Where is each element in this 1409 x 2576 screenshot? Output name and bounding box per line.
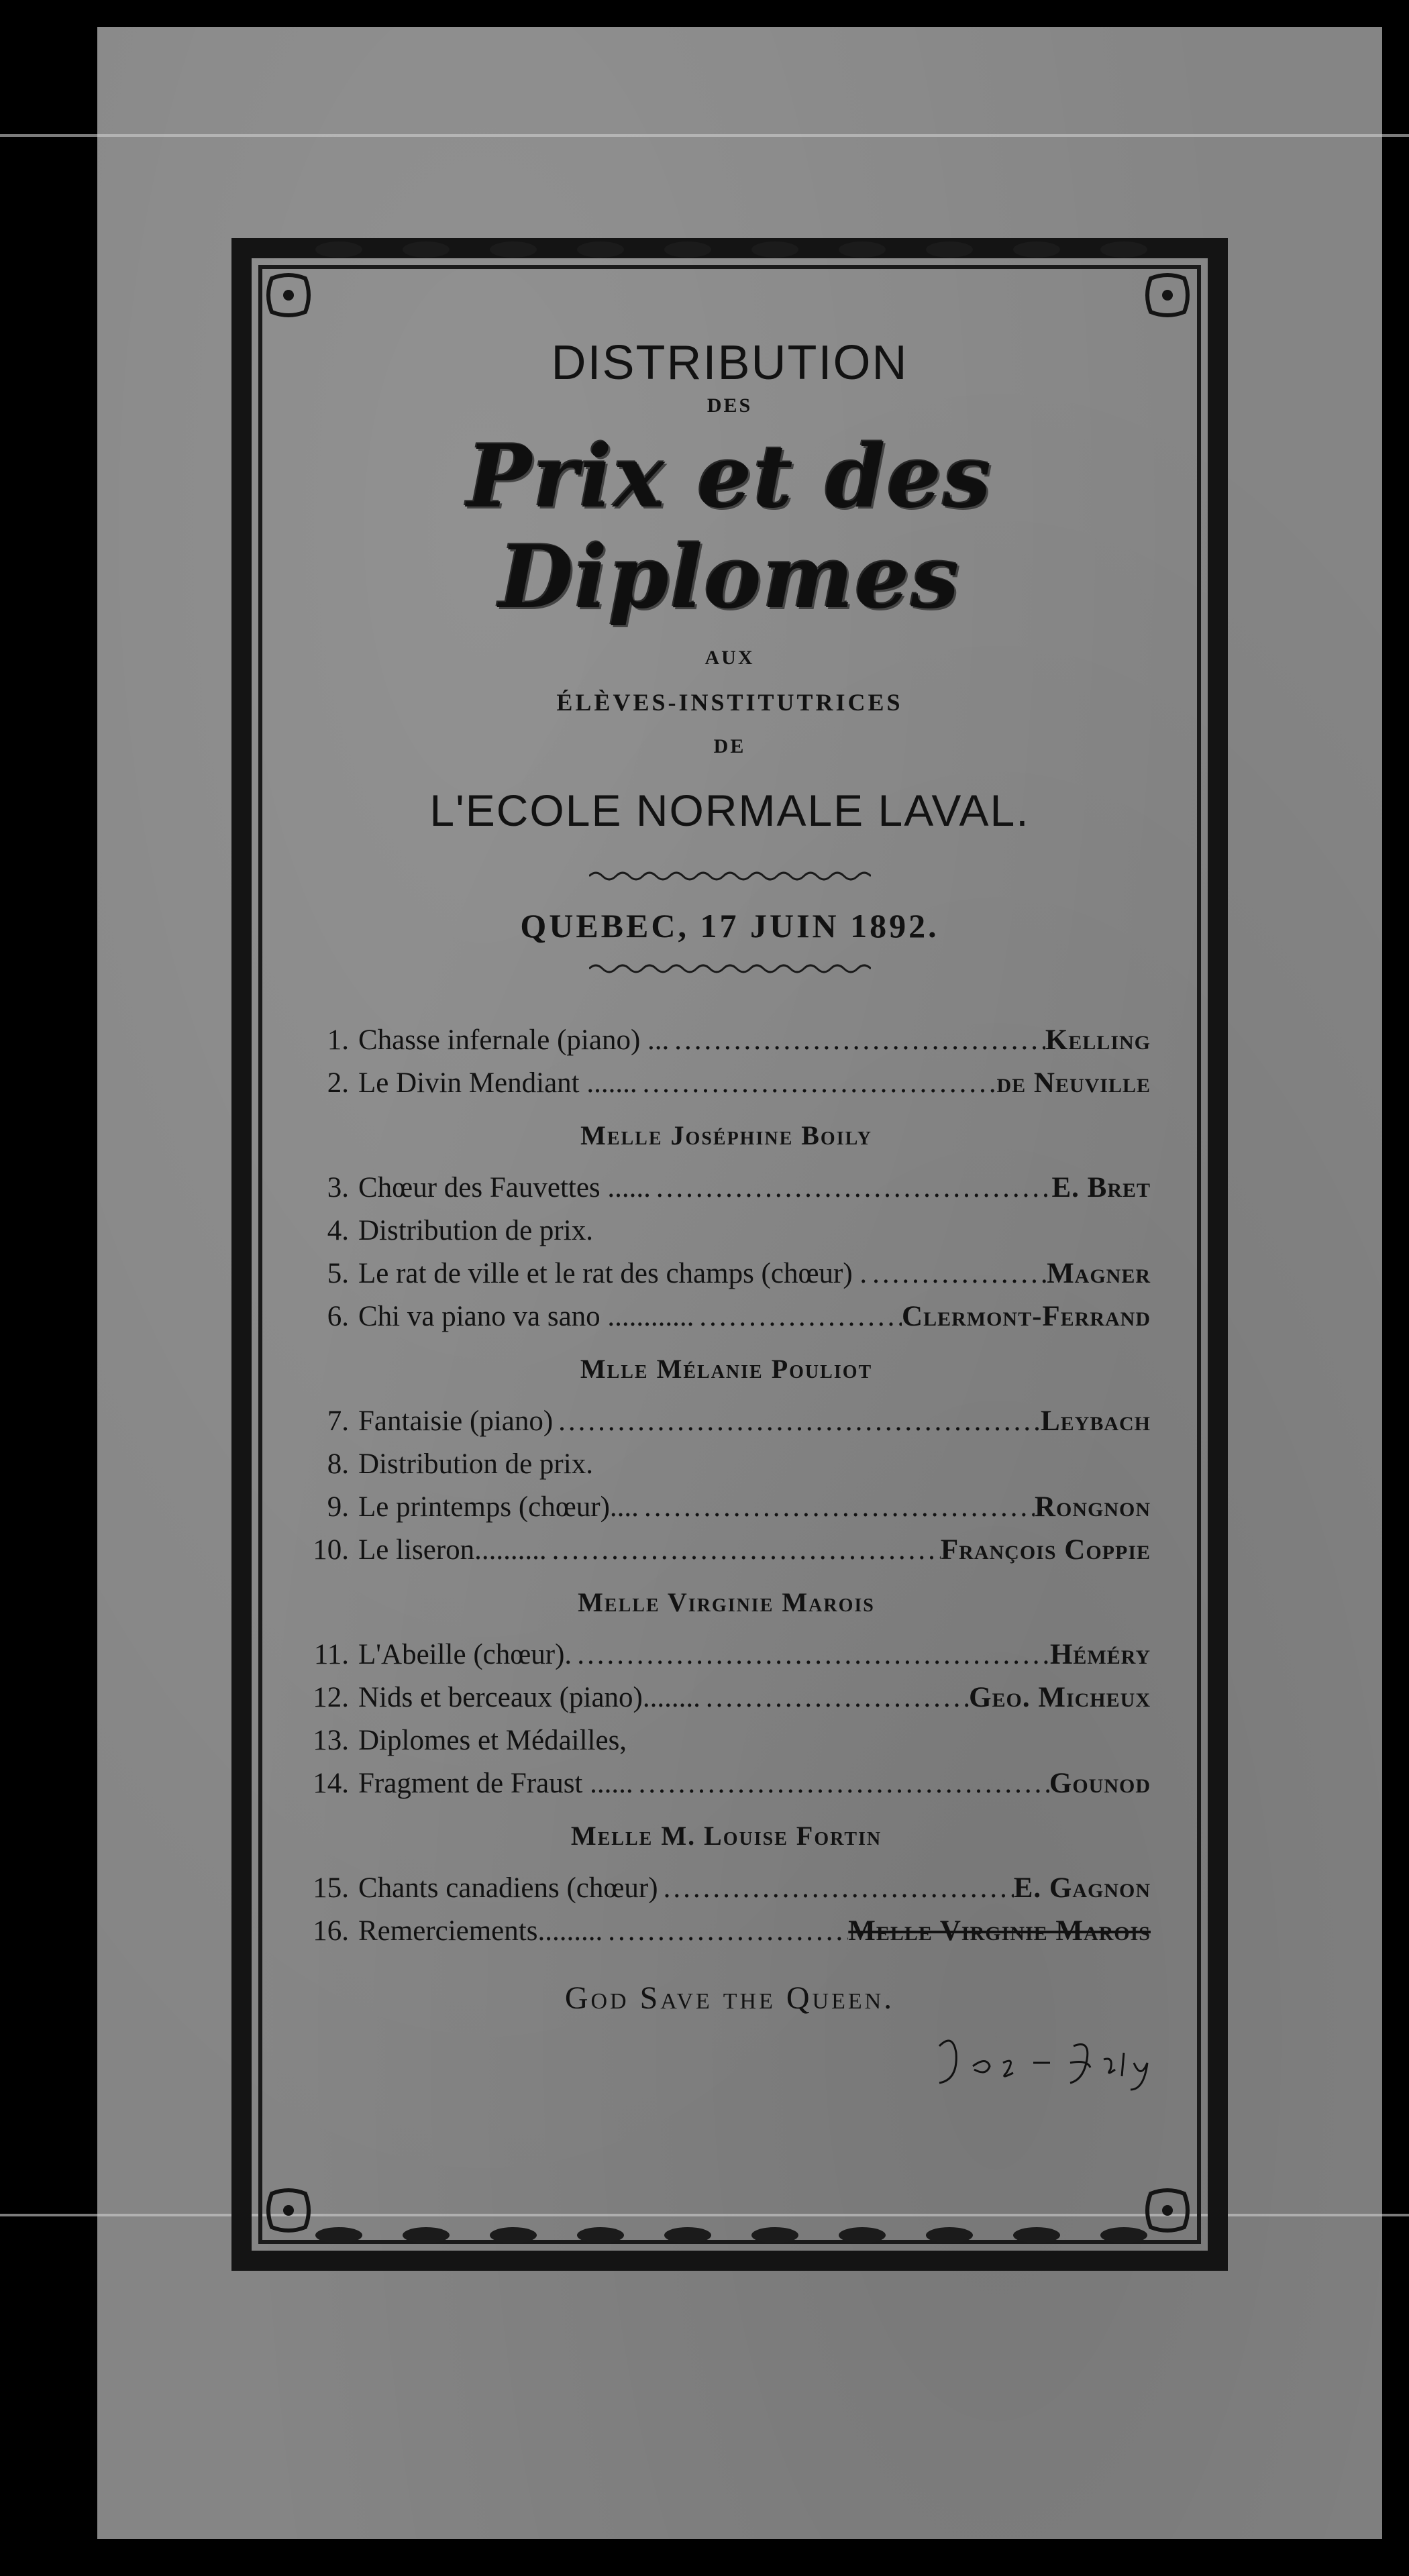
program-item-title: Distribution de prix. — [358, 1215, 593, 1246]
dot-leader — [553, 1400, 1041, 1443]
program-item-composer: Leybach — [1040, 1405, 1151, 1437]
program-item-number: 9. — [327, 1491, 349, 1523]
title-eleves-institutrices: ÉLÈVES-INSTITUTRICES — [556, 689, 903, 716]
program-item-title: Le rat de ville et le rat des champs (chœur) . — [358, 1258, 868, 1289]
program-item-composer: Héméry — [1049, 1639, 1151, 1670]
program-content — [282, 315, 1178, 2017]
program-list — [282, 1019, 1178, 1953]
program-item — [302, 1633, 1151, 1676]
dot-leader — [700, 1676, 969, 1719]
dot-leader — [572, 1633, 1050, 1676]
program-item-composer: François Coppie — [940, 1534, 1151, 1566]
program-item — [302, 1719, 1151, 1762]
title-de: DE — [713, 735, 746, 757]
title-ecole-normale: L'ECOLE NORMALE LAVAL. — [429, 786, 1030, 835]
program-item-number: 3. — [327, 1172, 349, 1203]
title-prix-diplomes: Prix et des Diplomes — [466, 427, 993, 628]
program-item — [302, 1443, 1151, 1486]
performer-name: Melle Virginie Marois — [578, 1587, 875, 1617]
wave-divider — [589, 869, 871, 883]
program-item — [302, 1167, 1151, 1210]
dot-leader — [627, 1719, 1151, 1762]
program-item — [302, 1062, 1151, 1105]
dot-leader — [669, 1019, 1045, 1062]
program-item-composer: Magner — [1047, 1258, 1151, 1289]
program-item-composer: Melle Virginie Marois — [848, 1915, 1151, 1947]
program-item-title: Le liseron.......... — [358, 1534, 547, 1566]
program-item-composer: E. Bret — [1051, 1172, 1151, 1203]
program-item — [302, 1486, 1151, 1529]
program-item-title: L'Abeille (chœur). — [358, 1639, 572, 1670]
dot-leader — [639, 1486, 1035, 1529]
program-item-number: 8. — [327, 1448, 349, 1480]
handwritten-signature — [926, 2026, 1167, 2093]
title-aux: AUX — [704, 647, 755, 669]
dot-leader — [593, 1210, 1151, 1252]
dot-leader — [547, 1529, 941, 1572]
program-item — [302, 1252, 1151, 1295]
program-item — [302, 1867, 1151, 1910]
dot-leader — [658, 1867, 1014, 1910]
program-item-composer: Geo. Micheux — [969, 1682, 1151, 1713]
dot-leader — [651, 1167, 1052, 1210]
program-item-title: Diplomes et Médailles, — [358, 1725, 627, 1756]
program-item — [302, 1400, 1151, 1443]
dot-leader — [633, 1762, 1049, 1805]
program-item-title: Fantaisie (piano) — [358, 1405, 554, 1437]
corner-ornament-icon — [1144, 272, 1191, 319]
program-item-number: 13. — [313, 1725, 349, 1756]
program-item-title: Chœur des Fauvettes ...... — [358, 1172, 651, 1203]
program-item-number: 2. — [327, 1067, 349, 1099]
dot-leader — [603, 1910, 848, 1953]
program-item-composer: de Neuville — [996, 1067, 1151, 1099]
program-item-number: 14. — [313, 1768, 349, 1799]
dot-leader — [867, 1252, 1047, 1295]
program-item-composer: Clermont-Ferrand — [902, 1301, 1151, 1332]
top-ornament-band — [295, 236, 1167, 263]
program-item-number: 4. — [327, 1215, 349, 1246]
program-item-number: 10. — [313, 1534, 349, 1566]
program-item-composer: Gounod — [1049, 1768, 1151, 1799]
program-item — [302, 1295, 1151, 1338]
program-item-number: 6. — [327, 1301, 349, 1332]
program-item-title: Chants canadiens (chœur) — [358, 1872, 658, 1904]
program-item — [302, 1762, 1151, 1805]
program-item-number: 5. — [327, 1258, 349, 1289]
performer-name: Melle M. Louise Fortin — [570, 1821, 882, 1851]
program-item-composer: E. Gagnon — [1013, 1872, 1151, 1904]
program-item-title: Fragment de Fraust ...... — [358, 1768, 633, 1799]
program-item-title: Chi va piano va sano ............ — [358, 1301, 694, 1332]
program-item-title: Distribution de prix. — [358, 1448, 593, 1480]
program-item — [302, 1019, 1151, 1062]
program-item-number: 12. — [313, 1682, 349, 1713]
dot-leader — [694, 1295, 902, 1338]
wave-divider — [589, 962, 871, 975]
title-des: DES — [707, 394, 753, 417]
dot-leader — [593, 1443, 1151, 1486]
scan-line — [0, 134, 1409, 137]
program-item — [302, 1529, 1151, 1572]
performer-name: Melle Joséphine Boily — [580, 1120, 872, 1150]
corner-ornament-icon — [265, 2187, 312, 2234]
bottom-ornament-band — [295, 2222, 1167, 2249]
program-item-title: Nids et berceaux (piano)........ — [358, 1682, 700, 1713]
program-item — [302, 1910, 1151, 1953]
program-item-number: 7. — [327, 1405, 349, 1437]
event-date: QUEBEC, 17 JUIN 1892. — [520, 907, 939, 945]
program-item-composer: Rongnon — [1034, 1491, 1151, 1523]
program-item-number: 11. — [313, 1639, 349, 1670]
program-item-title: Chasse infernale (piano) ... — [358, 1024, 670, 1056]
program-item-title: Le printemps (chœur).... — [358, 1491, 639, 1523]
program-item-number: 16. — [313, 1915, 349, 1947]
dot-leader — [637, 1062, 997, 1105]
program-item — [302, 1210, 1151, 1252]
corner-ornament-icon — [265, 272, 312, 319]
program-item — [302, 1676, 1151, 1719]
program-item-composer: Kelling — [1045, 1024, 1151, 1056]
performer-name: Mlle Mélanie Pouliot — [580, 1354, 873, 1384]
program-item-number: 15. — [313, 1872, 349, 1904]
program-item-number: 1. — [327, 1024, 349, 1056]
program-item-title: Remerciements......... — [358, 1915, 603, 1947]
program-item-title: Le Divin Mendiant ....... — [358, 1067, 637, 1099]
footer-god-save-the-queen: God Save the Queen. — [564, 1980, 895, 2016]
corner-ornament-icon — [1144, 2187, 1191, 2234]
title-distribution: DISTRIBUTION — [551, 336, 908, 390]
